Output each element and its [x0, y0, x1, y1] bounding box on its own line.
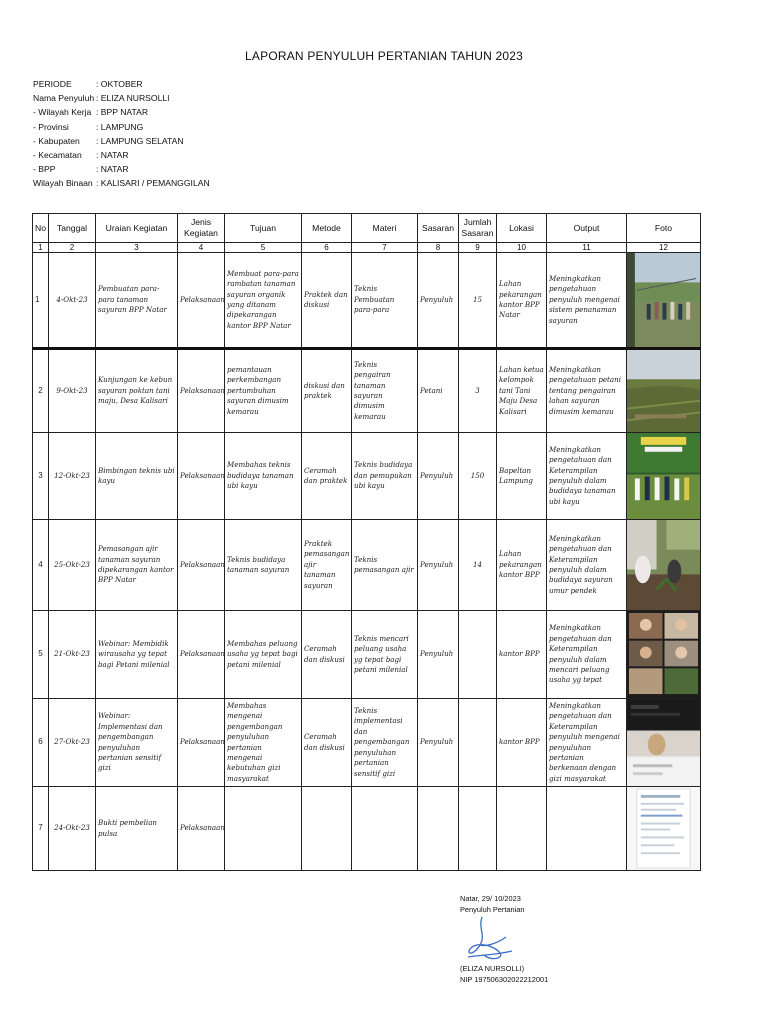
col-number: 7: [352, 243, 418, 253]
cell-output: [547, 787, 627, 871]
cell-jenis: Pelaksanaan: [178, 611, 225, 699]
meta-label: PERIODE: [33, 79, 72, 89]
cell-sasaran: Petani: [418, 349, 459, 433]
cell-output: Meningkatkan pengetahuan dan Keterampilan penyuluh mengenai penyuluhan pertanian berkenaan dengan gizi masyarakat: [547, 699, 627, 787]
cell-output: Meningkatkan pengetahuan penyuluh mengenai sistem penanaman sayuran: [547, 253, 627, 349]
cell-lokasi: Bapeltan Lampung: [497, 433, 547, 520]
cell-jumlah: [459, 787, 497, 871]
cell-jenis: Pelaksanaan: [178, 253, 225, 349]
report-title: LAPORAN PENYULUH PERTANIAN TAHUN 2023: [245, 49, 523, 63]
cell-materi: Teknis pemasangan ajir: [352, 520, 418, 611]
col-header-tujuan: Tujuan: [225, 214, 302, 243]
cell-no: 6: [33, 699, 49, 787]
meta-value: : NATAR: [96, 150, 129, 161]
meta-value: : LAMPUNG: [96, 121, 144, 132]
cell-foto: [627, 787, 701, 871]
col-header-materi: Materi: [352, 214, 418, 243]
meta-wilayah-binaan: [33, 176, 210, 190]
meta-wilayah-kerja: [33, 105, 210, 119]
meta-value: : LAMPUNG SELATAN: [96, 135, 184, 146]
cell-jenis: Pelaksanaan: [178, 433, 225, 520]
cell-uraian: Kunjungan ke kebun sayuran poktan tani maju, Desa Kalisari: [96, 349, 178, 433]
cell-metode: Ceramah dan diskusi: [302, 699, 352, 787]
table-header-row: [33, 214, 701, 243]
cell-materi: Teknis Pembuatan para-para: [352, 253, 418, 349]
cell-lokasi: [497, 787, 547, 871]
signature-nip: NIP 197506302022212001: [460, 975, 549, 984]
cell-jumlah: 15: [459, 253, 497, 349]
cell-materi: [352, 787, 418, 871]
cell-tujuan: Membahas peluang usaha yg tepat bagi petani milenial: [225, 611, 302, 699]
cell-output: Meningkatkan pengetahuan dan Keterampilan penyuluh dalam mencari peluang usaha yg tepat: [547, 611, 627, 699]
cell-metode: Ceramah dan diskusi: [302, 611, 352, 699]
table-row: [33, 253, 701, 349]
cell-tanggal: 4-Okt-23: [49, 253, 96, 349]
planting-photo: [627, 520, 700, 610]
report-meta: [33, 77, 210, 191]
cell-metode: Praktek pemasangan ajir tanaman sayuran: [302, 520, 352, 611]
table-row: [33, 611, 701, 699]
col-number: 12: [627, 243, 701, 253]
col-header-no: No: [33, 214, 49, 243]
cell-sasaran: Penyuluh: [418, 520, 459, 611]
cell-sasaran: [418, 787, 459, 871]
cell-output: Meningkatkan pengetahuan dan Keterampilan penyuluh dalam budidaya tanaman ubi kayu: [547, 433, 627, 520]
meta-value: : OKTOBER: [96, 79, 143, 89]
cell-foto: [627, 699, 701, 787]
cell-jumlah: 150: [459, 433, 497, 520]
crop-field-photo: [627, 350, 700, 432]
cell-uraian: Bimbingan teknis ubi kayu: [96, 433, 178, 520]
webinar-speaker-screenshot: [627, 699, 700, 786]
cell-sasaran: Penyuluh: [418, 253, 459, 349]
col-number: 9: [459, 243, 497, 253]
meta-label: Wilayah Binaan: [33, 178, 93, 189]
cell-foto: [627, 433, 701, 520]
meta-value: : ELIZA NURSOLLI: [96, 93, 170, 104]
cell-tanggal: 9-Okt-23: [49, 349, 96, 433]
col-number: 11: [547, 243, 627, 253]
cell-metode: diskusi dan praktek: [302, 349, 352, 433]
meta-nama-penyuluh: [33, 91, 210, 105]
col-header-sasaran: Sasaran: [418, 214, 459, 243]
col-number: 4: [178, 243, 225, 253]
cell-sasaran: Penyuluh: [418, 433, 459, 520]
meta-kabupaten: [33, 134, 210, 148]
cell-tujuan: [225, 787, 302, 871]
signature-name: (ELIZA NURSOLLI): [460, 964, 525, 973]
col-number: 2: [49, 243, 96, 253]
table-row: [33, 520, 701, 611]
handwritten-signature: [460, 915, 520, 963]
cell-uraian: Pembuatan para-para tanaman sayuran BPP Natar: [96, 253, 178, 349]
signature-block: [460, 893, 548, 985]
cell-no: 5: [33, 611, 49, 699]
cell-materi: Teknis mencari peluang usaha yg tepat bagi petani milenial: [352, 611, 418, 699]
cell-tanggal: 27-Okt-23: [49, 699, 96, 787]
cell-jenis: Pelaksanaan: [178, 699, 225, 787]
cell-foto: [627, 253, 701, 349]
col-header-jumlah: Jumlah Sasaran: [459, 214, 497, 243]
cell-jumlah: 3: [459, 349, 497, 433]
meta-label: - Provinsi: [33, 121, 69, 132]
cell-materi: Teknis budidaya dan pemupukan ubi kayu: [352, 433, 418, 520]
col-header-output: Output: [547, 214, 627, 243]
cell-uraian: Webinar: Implementasi dan pengembangan penyuluhan pertanian sensitif gizi: [96, 699, 178, 787]
cell-no: 4: [33, 520, 49, 611]
cell-no: 7: [33, 787, 49, 871]
cell-no: 1: [33, 253, 49, 349]
cell-metode: [302, 787, 352, 871]
cell-no: 2: [33, 349, 49, 433]
cell-lokasi: Lahan pekarangan kantor BPP Natar: [497, 253, 547, 349]
cell-tujuan: Membuat para-para rambatan tanaman sayuran organik yang ditanam dipekarangan kantor BPP Natar: [225, 253, 302, 349]
banner-group-photo: [627, 433, 700, 519]
col-number: 6: [302, 243, 352, 253]
cell-tanggal: 21-Okt-23: [49, 611, 96, 699]
cell-materi: Teknis pengairan tanaman sayuran dimusim kemarau: [352, 349, 418, 433]
cell-foto: [627, 520, 701, 611]
cell-lokasi: Lahan ketua kelompok tani Tani Maju Desa Kalisari: [497, 349, 547, 433]
table-number-row: [33, 243, 701, 253]
meta-label: Nama Penyuluh: [33, 93, 95, 104]
cell-jenis: Pelaksanaan: [178, 787, 225, 871]
col-header-jenis: Jenis Kegiatan: [178, 214, 225, 243]
cell-sasaran: Penyuluh: [418, 699, 459, 787]
cell-materi: Teknis implementasi dan pengembangan penyuluhan pertanian sensitif gizi: [352, 699, 418, 787]
meta-kecamatan: [33, 148, 210, 162]
cell-sasaran: Penyuluh: [418, 611, 459, 699]
cell-no: 3: [33, 433, 49, 520]
meta-value: : KALISARI / PEMANGGILAN: [96, 178, 210, 189]
col-number: 1: [33, 243, 49, 253]
cell-lokasi: kantor BPP: [497, 699, 547, 787]
webinar-grid-screenshot: [627, 611, 700, 698]
table-row: [33, 787, 701, 871]
meta-label: - Kecamatan: [33, 150, 82, 161]
cell-jenis: Pelaksanaan: [178, 349, 225, 433]
col-header-lokasi: Lokasi: [497, 214, 547, 243]
meta-bpp: [33, 162, 210, 176]
cell-output: Meningkatkan pengetahuan dan Keterampilan penyuluh dalam budidaya sayuran umur pendek: [547, 520, 627, 611]
cell-metode: Ceramah dan praktek: [302, 433, 352, 520]
cell-jumlah: [459, 611, 497, 699]
cell-foto: [627, 611, 701, 699]
cell-lokasi: Lahan pekarangan kantor BPP: [497, 520, 547, 611]
meta-value: : BPP NATAR: [96, 107, 149, 118]
col-header-tanggal: Tanggal: [49, 214, 96, 243]
meta-periode: [33, 77, 210, 91]
cell-tanggal: 12-Okt-23: [49, 433, 96, 520]
meta-value: : NATAR: [96, 164, 129, 175]
col-number: 8: [418, 243, 459, 253]
cell-uraian: Bukti pembelian pulsa: [96, 787, 178, 871]
pulsa-receipt-screenshot: [627, 787, 700, 870]
cell-jumlah: [459, 699, 497, 787]
cell-foto: [627, 349, 701, 433]
meta-label: - Wilayah Kerja: [33, 107, 92, 118]
meta-label: - Kabupaten: [33, 135, 80, 146]
table-row: [33, 349, 701, 433]
table-row: [33, 433, 701, 520]
signature-role: Penyuluh Pertanian: [460, 905, 525, 914]
cell-jumlah: 14: [459, 520, 497, 611]
col-number: 3: [96, 243, 178, 253]
cell-metode: Praktek dan diskusi: [302, 253, 352, 349]
cell-jenis: Pelaksanaan: [178, 520, 225, 611]
cell-tujuan: Membahas mengenai pengembangan penyuluhan pertanian mengenai kebutuhan gizi masyarakat: [225, 699, 302, 787]
meta-provinsi: [33, 120, 210, 134]
col-header-metode: Metode: [302, 214, 352, 243]
cell-lokasi: kantor BPP: [497, 611, 547, 699]
signature-place-date: Natar, 29/ 10/2023: [460, 894, 521, 903]
cell-output: Meningkatkan pengetahuan petani tentang pengairan lahan sayuran dimusim kemarau: [547, 349, 627, 433]
cell-tujuan: Membahas teknis budidaya tanaman ubi kayu: [225, 433, 302, 520]
cell-uraian: Pemasangan ajir tanaman sayuran dipekarangan kantor BPP Natar: [96, 520, 178, 611]
table-row: [33, 699, 701, 787]
col-number: 10: [497, 243, 547, 253]
col-header-foto: Foto: [627, 214, 701, 243]
report-table: [32, 213, 701, 871]
cell-uraian: Webinar: Membidik wirausaha yg tepat bagi Petani milenial: [96, 611, 178, 699]
cell-tanggal: 24-Okt-23: [49, 787, 96, 871]
meta-label: - BPP: [33, 164, 56, 175]
col-header-uraian: Uraian Kegiatan: [96, 214, 178, 243]
field-group-photo: [627, 253, 700, 347]
cell-tujuan: pemantauan perkembangan pertumbuhan sayuran dimusim kemarau: [225, 349, 302, 433]
cell-tujuan: Teknis budidaya tanaman sayuran: [225, 520, 302, 611]
cell-tanggal: 25-Okt-23: [49, 520, 96, 611]
col-number: 5: [225, 243, 302, 253]
